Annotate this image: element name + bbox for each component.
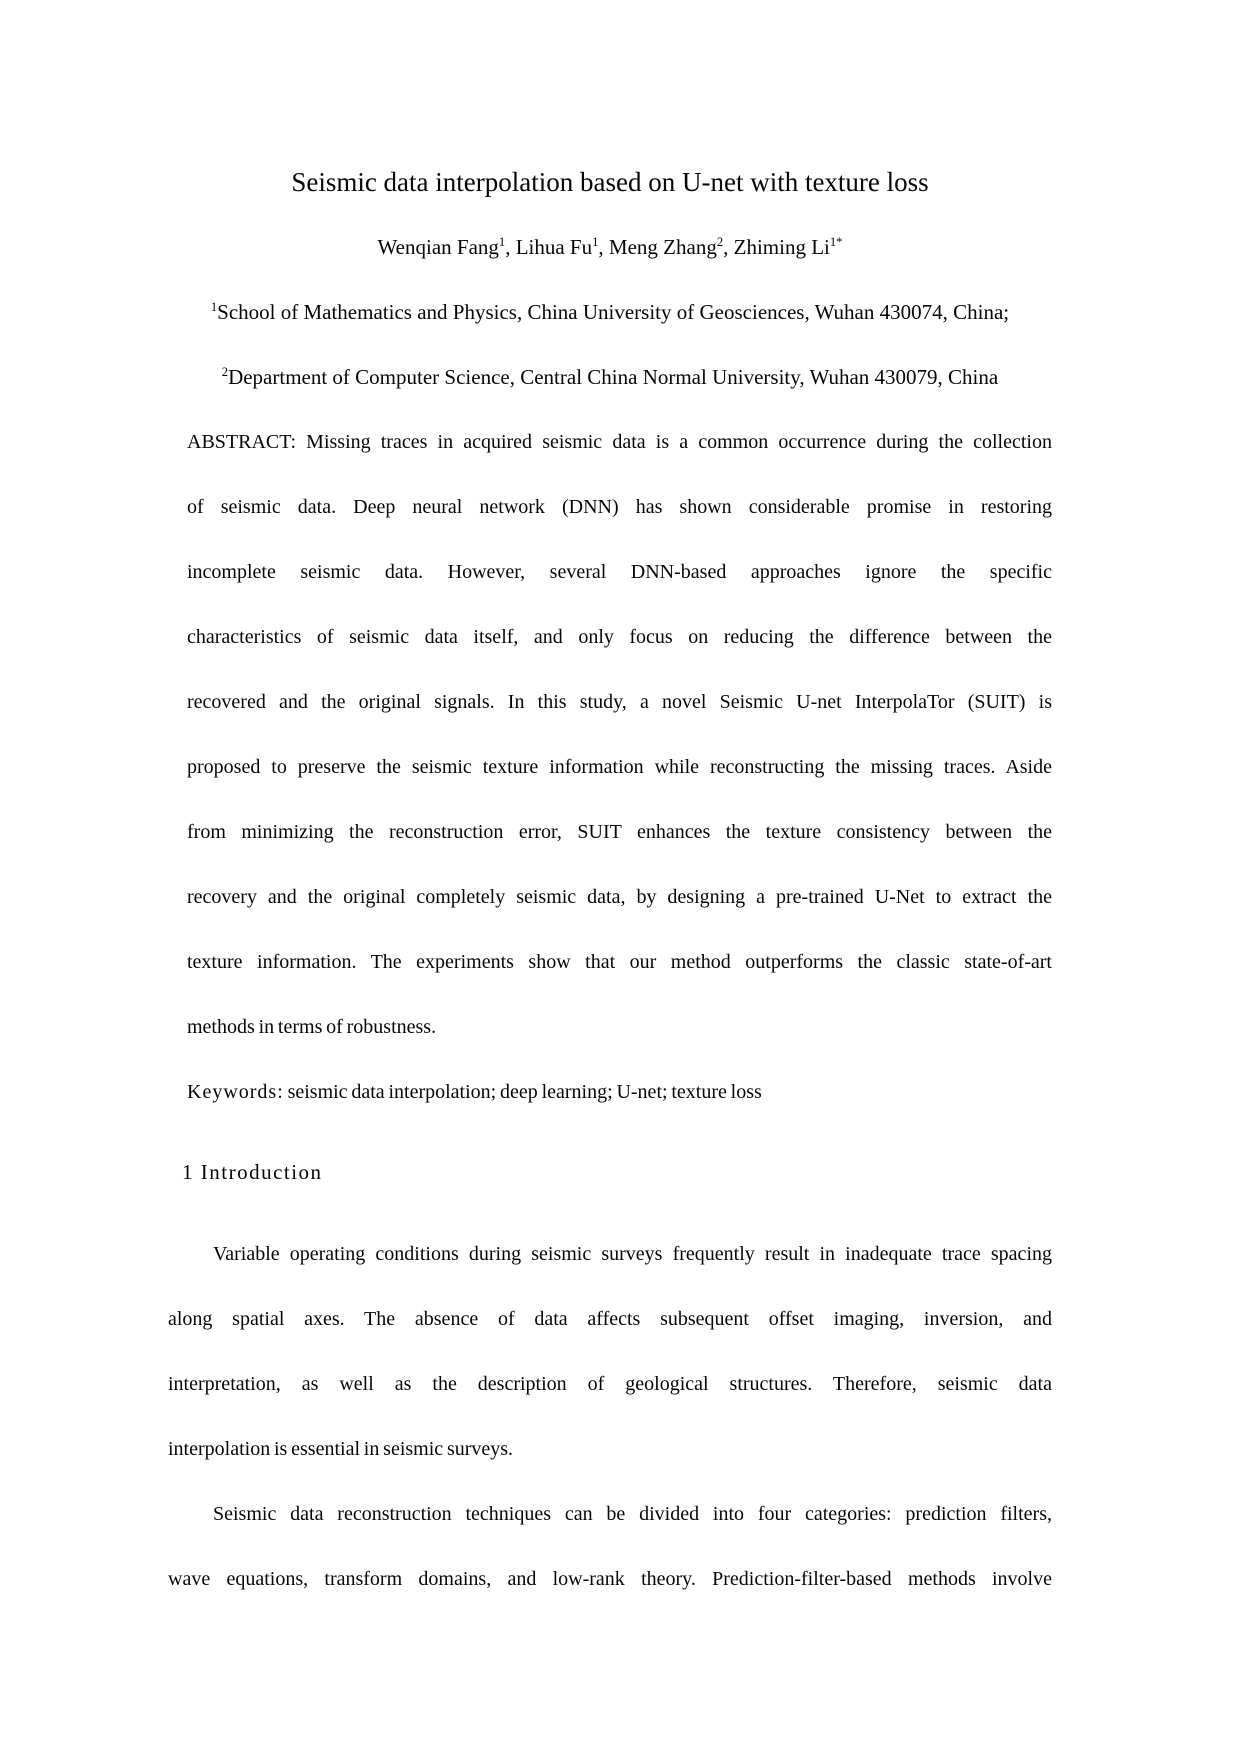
- author: [609, 235, 734, 259]
- abstract-line: proposed to preserve the seismic texture information while reconstructing the missing traces. Aside: [187, 756, 1052, 778]
- intro-paragraph-2: [168, 1482, 1052, 1612]
- paragraph-line: interpolation is essential in seismic surveys.: [168, 1438, 514, 1460]
- author-name: Wenqian Fang: [377, 235, 499, 259]
- author-affiliation-marker: 1*: [829, 235, 843, 249]
- abstract-line: ABSTRACT: Missing traces in acquired seismic data is a common occurrence during the collection: [187, 431, 1052, 453]
- abstract-line: methods in terms of robustness.: [187, 1016, 437, 1038]
- paragraph-line: interpretation, as well as the description of geological structures. Therefore, seismic data: [168, 1373, 1052, 1395]
- author: [516, 235, 609, 259]
- paragraph-line: Variable operating conditions during seismic surveys frequently result in inadequate trace spacing: [213, 1243, 1052, 1265]
- author: [378, 235, 516, 259]
- paragraph-line: wave equations, transform domains, and low-rank theory. Prediction-filter-based methods involve: [168, 1568, 1052, 1590]
- abstract-line: recovered and the original signals. In this study, a novel Seismic U-net InterpolaTor (SUIT) is: [187, 691, 1052, 713]
- abstract: [187, 410, 1052, 1060]
- authors-line: [168, 215, 1052, 280]
- paper-title: Seismic data interpolation based on U-net with texture loss: [291, 167, 929, 197]
- keywords-text: seismic data interpolation; deep learning; U-net; texture loss: [283, 1081, 762, 1103]
- keywords-line: [187, 1060, 1052, 1125]
- abstract-line: characteristics of seismic data itself, and only focus on reducing the difference between the: [187, 626, 1052, 648]
- author-name: Lihua Fu: [515, 235, 593, 259]
- affiliation-text: School of Mathematics and Physics, China University of Geosciences, Wuhan 430074, China;: [217, 300, 1010, 324]
- paragraph-line: along spatial axes. The absence of data affects subsequent offset imaging, inversion, and: [168, 1308, 1052, 1330]
- author-affiliation-marker: 1: [592, 235, 599, 249]
- abstract-line: recovery and the original completely seismic data, by designing a pre-trained U-Net to extract the: [187, 886, 1052, 908]
- affiliation-marker: 2: [221, 365, 229, 379]
- keywords-label: Keywords:: [187, 1081, 284, 1103]
- abstract-line: from minimizing the reconstruction error, SUIT enhances the texture consistency between the: [187, 821, 1052, 843]
- affiliation-1: [168, 280, 1052, 345]
- author-name: Zhiming Li: [733, 235, 830, 259]
- author-affiliation-marker: 1: [498, 235, 506, 249]
- affiliation-2: [168, 345, 1052, 410]
- intro-paragraph-1: [168, 1222, 1052, 1482]
- section-heading-introduction: 1 Introduction: [182, 1160, 323, 1184]
- abstract-line: of seismic data. Deep neural network (DNN) has shown considerable promise in restoring: [187, 496, 1052, 518]
- paragraph-line: Seismic data reconstruction techniques can be divided into four categories: prediction filters,: [213, 1503, 1052, 1525]
- author: [734, 235, 843, 259]
- abstract-line: incomplete seismic data. However, several DNN-based approaches ignore the specific: [187, 561, 1052, 583]
- author-separator: ,: [598, 235, 609, 259]
- author-separator: ,: [723, 235, 734, 259]
- affiliation-marker: 1: [210, 300, 218, 314]
- author-name: Meng Zhang: [608, 235, 717, 259]
- abstract-line: texture information. The experiments show that our method outperforms the classic state-of-art: [187, 951, 1052, 973]
- affiliation-text: Department of Computer Science, Central China Normal University, Wuhan 430079, China: [228, 365, 999, 389]
- author-separator: ,: [505, 235, 516, 259]
- author-affiliation-marker: 2: [716, 235, 724, 249]
